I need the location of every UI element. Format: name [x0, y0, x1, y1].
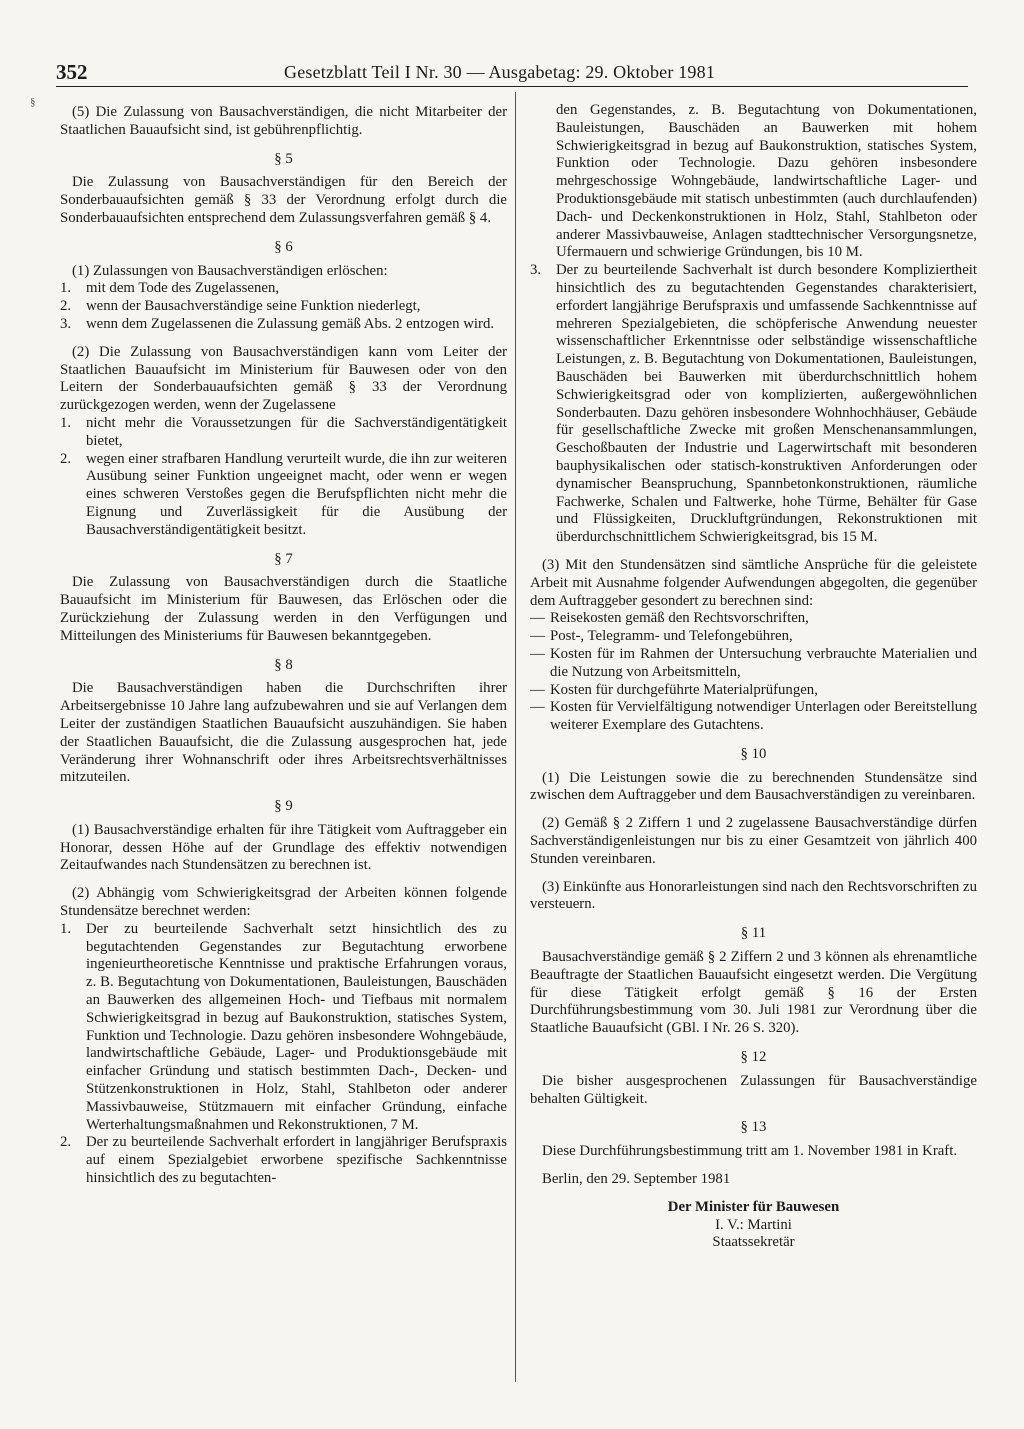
section-9-title: § 9 — [274, 798, 293, 815]
section-10-para-3: (3) Einkünfte aus Honorarleistungen sind nach den Rechtsvorschriften zu versteuern. — [530, 878, 977, 913]
dash-item: — Kosten für durchgeführte Materialprüfungen, — [530, 681, 818, 698]
dash-item: — Reisekosten gemäß den Rechtsvorschriften, — [530, 610, 809, 627]
dash-item: — Kosten für Vervielfältigung notwendiger Unterlagen oder Bereitstellung weiterer Exemplare des Gutachtens. — [530, 699, 977, 734]
section-9-para-3: (3) Mit den Stundensätzen sind sämtliche Ansprüche für die geleistete Arbeit mit Ausnahme folgender Aufwendungen abgegolten, die gegenüber dem Auftraggeber gesondert zu berechnen sind: — [530, 556, 977, 609]
column-divider — [515, 92, 516, 1382]
list-item: 3. Der zu beurteilende Sachverhalt ist durch besondere Kompliziertheit hinsichtlich des zu begutachtenden Gegenstandes charakterisiert, erfordert langjährige Berufspraxis und umfassende Sachkenntnisse auf mehreren Spezialgebieten, die schöpferische Anwendung neuester wissenschaftlicher Erkenntnisse oder selbständige wissenschaftliche Leistungen, z. B. Begutachtung von Dokumentationen, Bauleistungen, Bauschäden bei Bauwerken mit überdurchschnittlich hohem Schwierigkeitsgrad oder von komplizierten, außergewöhnlichen Sonderbauten. Dazu gehören insbesondere Wohnhochhäuser, Gebäude für gesellschaftliche Zwecke mit großen Menschenansammlungen, Geschoßbauten der Industrie und Lagerwirtschaft mit besonderen bauphysikalischen oder statisch-konstruktiven Anforderungen oder dynamischer Beanspruchung, Spannbetonkonstruktionen, räumliche Fachwerke, Schalen und Faltwerke, hohe Türme, Behälter für Gase und Flüssigkeiten, Druckluftgründungen, Rekonstruktionen mit überdurchschnittlichem Schwierigkeitsgrad, bis 15 M. — [530, 262, 977, 546]
section-7-text: Die Zulassung von Bausachverständigen durch die Staatliche Bauaufsicht im Ministerium für Bauwesen, das Erlöschen oder die Zurückziehung der Zulassung werden in den Verfügungen und Mitteilungen des Ministeriums für Bauwesen bekanntgegeben. — [60, 574, 507, 644]
section-10-title: § 10 — [740, 745, 767, 762]
section-6-para-2: (2) Die Zulassung von Bausachverständigen kann vom Leiter der Staatlichen Bauaufsicht im Ministerium für Bauwesen oder von den Leitern der Sonderbauaufsichten gemäß § 33 der Verordnung zurückgezogen werden, wenn der Zugelassene — [60, 343, 507, 414]
signer-title: Der Minister für Bauwesen — [667, 1198, 840, 1215]
section-10-para-2: (2) Gemäß § 2 Ziffern 1 und 2 zugelassene Bausachverständige dürfen Sachverständigenleistungen nur bis zu einer Gesamtzeit von jährlich 400 Stunden vereinbaren. — [530, 815, 977, 867]
section-13-title: § 13 — [740, 1119, 767, 1136]
dash-item: — Kosten für im Rahmen der Untersuchung verbrauchte Materialien und die Nutzung von Arbeitsmitteln, — [530, 645, 977, 680]
place-and-date: Berlin, den 29. September 1981 — [542, 1171, 731, 1188]
list-item-continuation: den Gegenstandes, z. B. Begutachtung von Dokumentationen, Bauleistungen, Bauschäden an Bauwerken mit hohem Schwierigkeitsgrad in bezug auf Baukonstruktion, statisches System, Funktion oder Technologie. Dazu gehören insbesondere mehrgeschossige Wohngebäude, landwirtschaftliche Lager- und Produktionsgebäude mit statisch unbestimmten (auch durchlaufenden) Dach- und Deckenkonstruktionen in Holz, Stahl, Stahlbeton oder anderer Massivbauweise, Anlagen stadttechnischer Versorgungsnetze, Ufermauern und schwierige Gründungen, bis 10 M. — [556, 102, 977, 261]
section-10-para-1: (1) Die Leistungen sowie die zu berechnenden Stundensätze sind zwischen dem Auftraggeber und dem Bausachverständigen zu vereinbaren. — [530, 769, 977, 804]
list-item: 2. wegen einer strafbaren Handlung verurteilt wurde, die ihn zur weiteren Ausübung seiner Funktion ungeeignet macht, oder wenn er wegen eines schweren Verstoßes gegen die Berufspflichten nicht mehr die Eignung und Zuverlässigkeit für die Ausübung der Bausachverständigentätigkeit besitzt. — [60, 450, 507, 538]
section-9-para-2: (2) Abhängig vom Schwierigkeitsgrad der Arbeiten können folgende Stundensätze berechnet werden: — [60, 885, 507, 920]
list-item: 1. Der zu beurteilende Sachverhalt setzt hinsichtlich des zu begutachtenden Gegenstandes zur Begutachtung erworbene ingenieurtheoretische Kenntnisse und praktische Erfahrungen voraus, z. B. Begutachtung von Dokumentationen, Bauleistungen, Bauschäden an Bauwerken des allgemeinen Hoch- und Tiefbaus mit normalem Schwierigkeitsgrad in bezug auf Baukonstruktion, statisches System, Funktion und Technologie. Dazu gehören insbesondere Wohngebäude, landwirtschaftliche Gebäude, Lager- und Produktionsgebäude mit einfacher Gründung und statisch bestimmten Dach-, Decken- und Stützenkonstruktionen in Holz, Stahl, Stahlbeton oder anderer Massivbauweise, Stützmauern mit einfacher Gründung, einfache Werterhaltungsmaßnahmen und Rekonstruktionen, 7 M. — [60, 920, 507, 1133]
dash-item: — Post-, Telegramm- und Telefongebühren, — [530, 628, 793, 645]
section-5-title: § 5 — [274, 150, 293, 167]
gazette-title: Gesetzblatt Teil I Nr. 30 — Ausgabetag: 29. Oktober 1981 — [284, 62, 716, 82]
section-13-text: Diese Durchführungsbestimmung tritt am 1. November 1981 in Kraft. — [542, 1143, 958, 1160]
section-6-title: § 6 — [274, 238, 293, 255]
page-header — [56, 60, 968, 88]
list-item: 1. nicht mehr die Voraussetzungen für die Sachverständigentätigkeit bietet, — [60, 414, 507, 449]
section-11-title: § 11 — [740, 925, 767, 942]
signer-role: Staatssekretär — [712, 1234, 795, 1251]
header-rule — [56, 86, 968, 87]
right-column — [530, 102, 977, 1392]
section-12-title: § 12 — [740, 1049, 767, 1066]
list-item: 2. wenn der Bausachverständige seine Funktion niederlegt, — [60, 298, 421, 315]
section-7-title: § 7 — [274, 550, 293, 567]
section-8-text: Die Bausachverständigen haben die Durchschriften ihrer Arbeitsergebnisse 10 Jahre lang aufzubewahren und sie auf Verlangen dem Leiter der zuständigen Staatlichen Bauaufsicht auszuhändigen. Sie haben der Staatlichen Bauaufsicht, die die Zulassung ausgesprochen hat, jede Veränderung ihrer Wohnanschrift oder ihres Arbeitsrechtsverhältnisses mitzuteilen. — [60, 680, 507, 786]
section-12-text: Die bisher ausgesprochenen Zulassungen für Bausachverständige behalten Gültigkeit. — [530, 1072, 977, 1107]
left-column — [60, 104, 507, 1394]
section-8-title: § 8 — [274, 656, 293, 673]
signer-name: I. V.: Martini — [715, 1216, 792, 1233]
paragraph-4-5: (5) Die Zulassung von Bausachverständigen, die nicht Mitarbeiter der Staatlichen Bauaufsicht sind, ist gebührenpflichtig. — [60, 104, 507, 138]
section-9-para-1: (1) Bausachverständige erhalten für ihre Tätigkeit vom Auftraggeber ein Honorar, dessen Höhe auf der Grundlage des effektiv notwendigen Zeitaufwandes nach Stundensätzen zu berechnen ist. — [60, 821, 507, 874]
page-number: 352 — [56, 60, 88, 84]
section-11-text: Bausachverständige gemäß § 2 Ziffern 2 und 3 können als ehrenamtliche Beauftragte der Staatlichen Bauaufsicht eingesetzt werden. Die Vergütung für diese Tätigkeit erfolgt gemäß § 16 der Ersten Durchführungsbestimmung vom 30. Juli 1981 zur Verordnung über die Staatliche Bauaufsicht (GBl. I Nr. 26 S. 320). — [530, 949, 977, 1037]
list-item: 3. wenn dem Zugelassenen die Zulassung gemäß Abs. 2 entzogen wird. — [60, 315, 495, 332]
section-6-para-1: (1) Zulassungen von Bausachverständigen erlöschen: — [72, 262, 388, 279]
margin-mark: § — [30, 96, 36, 108]
section-5-text: Die Zulassung von Bausachverständigen für den Bereich der Sonderbauaufsichten gemäß § 33 der Verordnung erfolgt durch die Sonderbauaufsichten entsprechend dem Zulassungsverfahren gemäß § 4. — [60, 174, 507, 226]
list-item: 1. mit dem Tode des Zugelassenen, — [60, 280, 280, 297]
list-item: 2. Der zu beurteilende Sachverhalt erfordert in langjähriger Berufspraxis auf einem Spezialgebiet erworbene spezifische Sachkenntnisse hinsichtlich des zu begutachten- — [60, 1134, 507, 1187]
